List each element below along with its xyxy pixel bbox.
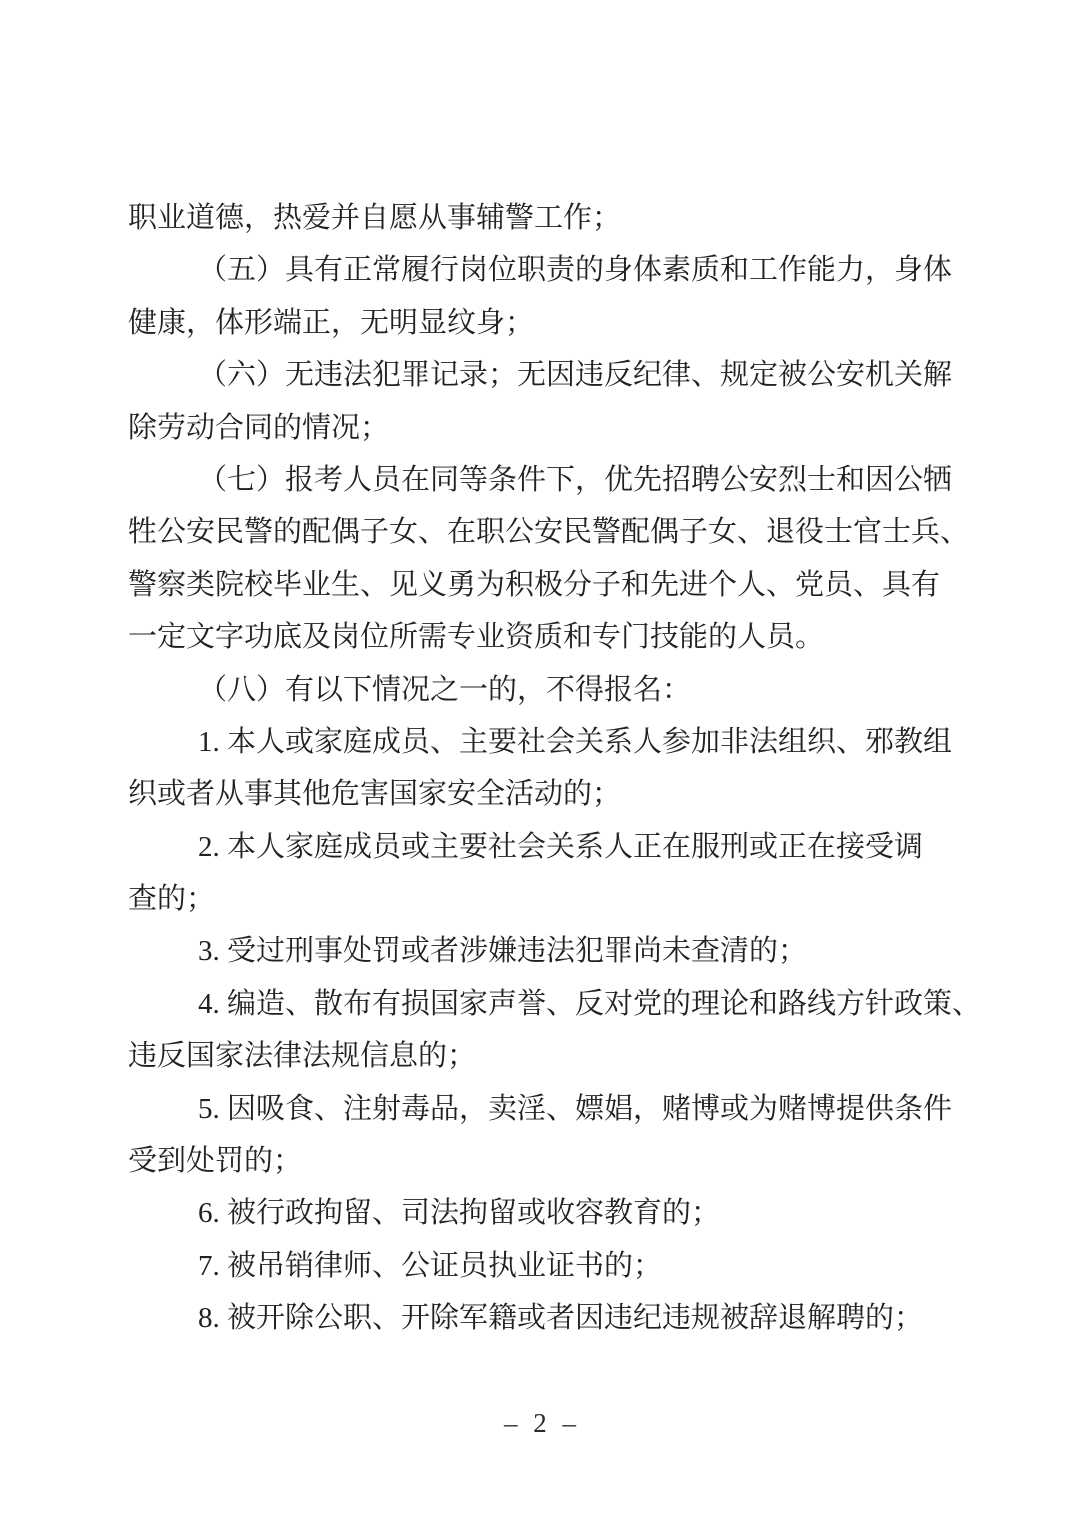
- text-line: （六）无违法犯罪记录；无因违反纪律、规定被公安机关解: [198, 359, 953, 392]
- text-line: 7. 被吊销律师、公证员执业证书的；: [198, 1249, 663, 1282]
- text-line: 警察类院校毕业生、见义勇为积极分子和先进个人、党员、具有: [128, 568, 941, 601]
- text-line: 牲公安民警的配偶子女、在职公安民警配偶子女、退役士官士兵、: [128, 516, 970, 549]
- text-line: 查的；: [128, 883, 216, 916]
- text-line: 6. 被行政拘留、司法拘留或收容教育的；: [198, 1197, 721, 1230]
- text-line: （七）报考人员在同等条件下，优先招聘公安烈士和因公牺: [198, 463, 953, 496]
- text-line: 织或者从事其他危害国家安全活动的；: [128, 778, 622, 811]
- text-line: 4. 编造、散布有损国家声誉、反对党的理论和路线方针政策、: [198, 987, 982, 1020]
- text-line: （五）具有正常履行岗位职责的身体素质和工作能力，身体: [198, 254, 953, 287]
- text-line: 除劳动合同的情况；: [128, 411, 390, 444]
- text-line: 2. 本人家庭成员或主要社会关系人正在服刑或正在接受调: [198, 830, 924, 863]
- text-line: 一定文字功底及岗位所需专业资质和专门技能的人员。: [128, 621, 825, 654]
- text-line: 健康，体形端正，无明显纹身；: [128, 306, 535, 339]
- text-line: 违反国家法律法规信息的；: [128, 1040, 477, 1073]
- text-line: 职业道德，热爱并自愿从事辅警工作；: [128, 202, 622, 234]
- text-line: 8. 被开除公职、开除军籍或者因违纪违规被辞退解聘的；: [198, 1302, 924, 1335]
- text-line: 受到处罚的；: [128, 1145, 303, 1178]
- text-line: （八）有以下情况之一的，不得报名：: [198, 673, 692, 706]
- text-line: 1. 本人或家庭成员、主要社会关系人参加非法组织、邪教组: [198, 725, 953, 758]
- page-number: – 2 –: [504, 1408, 576, 1438]
- text-line: 5. 因吸食、注射毒品，卖淫、嫖娼，赌博或为赌博提供条件: [198, 1092, 953, 1125]
- document-body: [128, 192, 982, 1345]
- text-line: 3. 受过刑事处罚或者涉嫌违法犯罪尚未查清的；: [198, 935, 808, 968]
